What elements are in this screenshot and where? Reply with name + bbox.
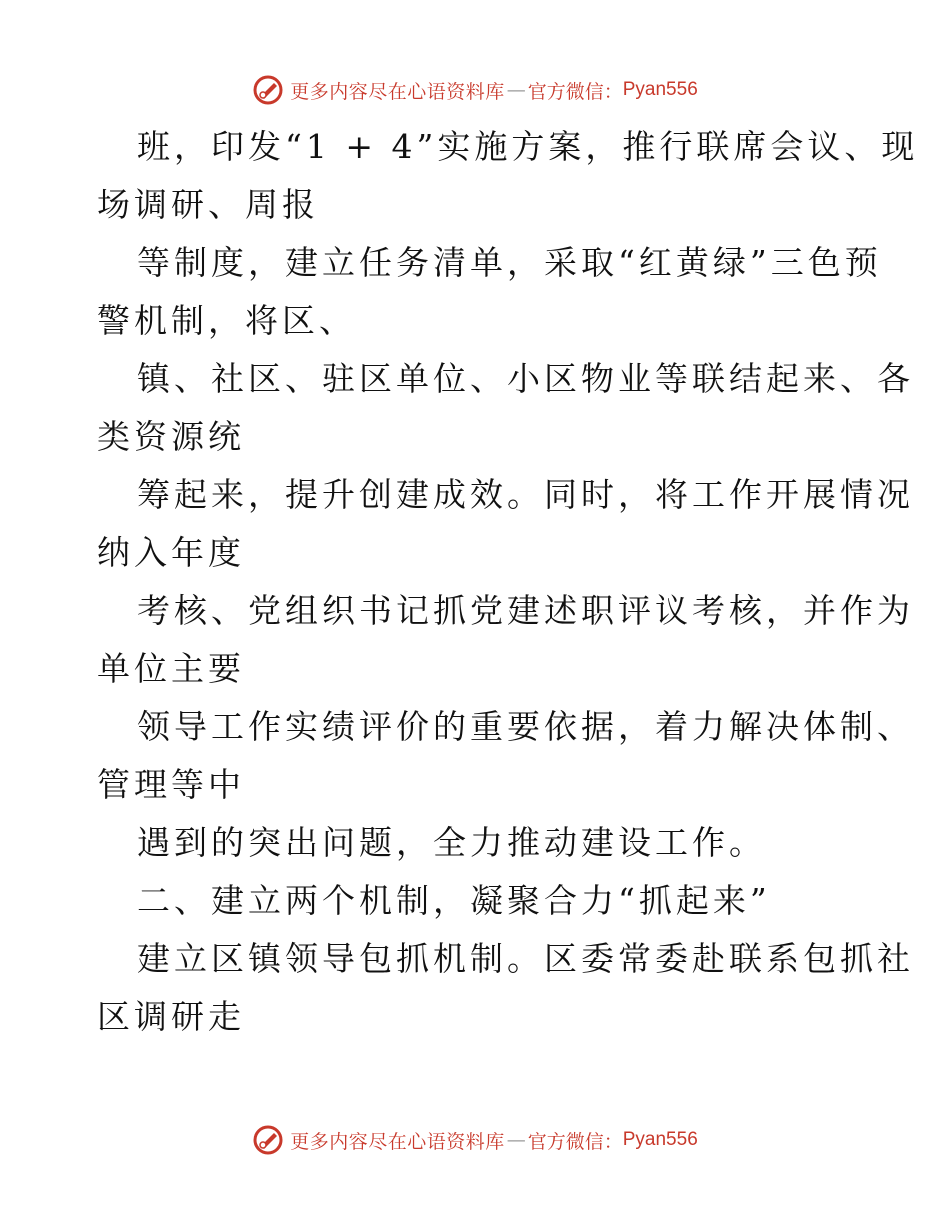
text-line-2: 场调研、周报 [97,185,319,224]
watermark-brand-text: 更多内容尽在心语资料库 [290,1130,505,1153]
watermark-contact-label: 官方微信： [527,1130,623,1153]
watermark-contact-label: 官方微信： [527,80,623,103]
watermark-separator: — [506,1129,526,1151]
brush-seal-icon [252,1124,284,1156]
text-line-4: 警机制，将区、 [97,301,356,340]
watermark-brand-text: 更多内容尽在心语资料库 [290,80,505,103]
text-line-12: 管理等中 [97,765,245,804]
document-body [97,118,919,1046]
text-line-7: 筹起来，提升创建成效。同时，将工作开展情况 [137,475,914,514]
text-line-11: 领导工作实绩评价的重要依据，着力解决体制、 [137,707,914,746]
text-line-1: 班，印发“1 + 4”实施方案，推行联席会议、现 [137,127,919,166]
footer-watermark [0,1122,950,1158]
brush-seal-icon [252,74,284,106]
section-heading: 二、建立两个机制，凝聚合力“抓起来” [137,881,771,920]
text-line-6: 类资源统 [97,417,245,456]
text-line-16: 区调研走 [97,997,245,1036]
text-line-8: 纳入年度 [97,533,245,572]
text-line-15: 建立区镇领导包抓机制。区委常委赴联系包抓社 [137,939,914,978]
watermark-contact-id: Pyan556 [622,1129,698,1150]
watermark-contact-id: Pyan556 [622,79,698,100]
watermark-separator: — [506,79,526,101]
text-line-9: 考核、党组织书记抓党建述职评议考核，并作为 [137,591,914,630]
text-line-5: 镇、社区、驻区单位、小区物业等联结起来、各 [137,359,914,398]
text-line-3: 等制度，建立任务清单，采取“红黄绿”三色预 [137,243,882,282]
header-watermark [0,72,950,108]
text-line-13: 遇到的突出问题，全力推动建设工作。 [137,823,766,862]
text-line-10: 单位主要 [97,649,245,688]
